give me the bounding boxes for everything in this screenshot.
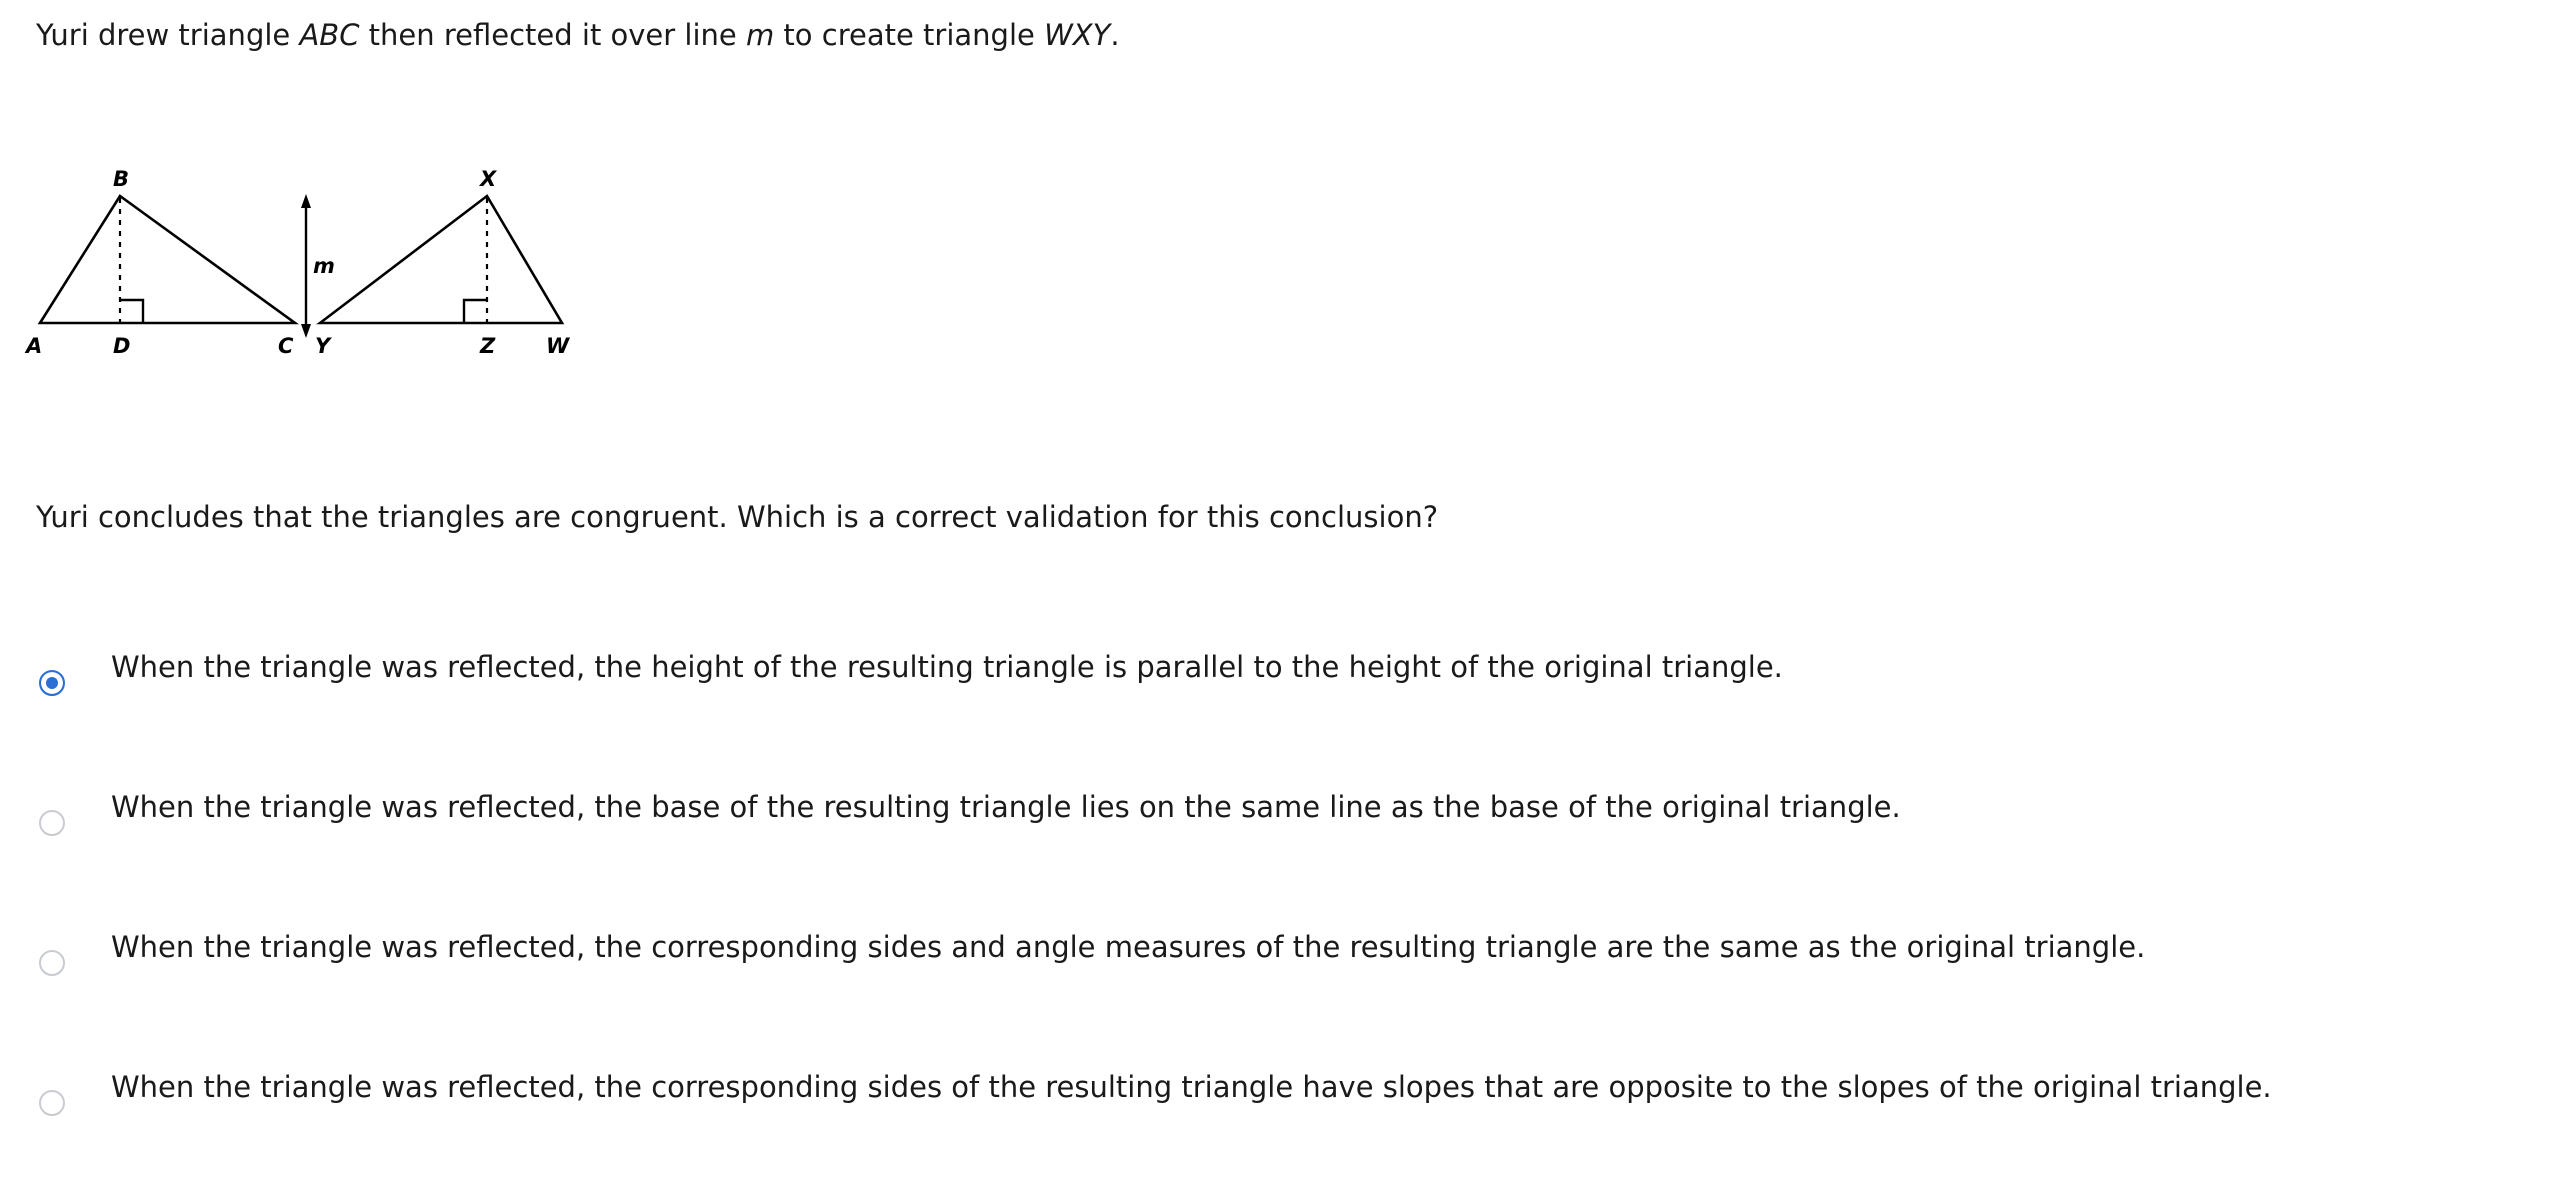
choice-label-b: When the triangle was reflected, the base of the resulting triangle lies on the same line as the base of the original triangle. <box>111 790 1901 824</box>
label-m: m <box>313 254 335 278</box>
prompt-text <box>36 16 1120 55</box>
label-Y: Y <box>315 334 331 358</box>
choice-option-a[interactable] <box>36 630 2536 770</box>
figure-svg <box>10 108 970 408</box>
label-A: A <box>26 334 43 358</box>
choice-label-a: When the triangle was reflected, the height of the resulting triangle is parallel to the height of the original triangle. <box>111 650 1783 684</box>
label-B: B <box>113 167 130 191</box>
choice-label-d: When the triangle was reflected, the corresponding sides of the resulting triangle have slopes that are opposite to the slopes of the original triangle. <box>111 1070 2272 1104</box>
prompt-part-4: . <box>1110 18 1120 52</box>
triangle-abc <box>40 196 295 323</box>
label-D: D <box>113 334 131 358</box>
prompt-label-wxy: WXY <box>1044 18 1111 52</box>
answer-choices <box>36 630 2536 1190</box>
choice-option-d[interactable] <box>36 1050 2536 1190</box>
question-text: Yuri concludes that the triangles are congruent. Which is a correct validation for this conclusion? <box>36 500 1439 534</box>
line-m <box>301 194 311 338</box>
radio-button-c[interactable] <box>39 950 65 976</box>
label-W: W <box>546 334 570 358</box>
choice-option-b[interactable] <box>36 770 2536 910</box>
prompt-label-m: m <box>745 18 775 52</box>
prompt-part-3: to create triangle <box>774 18 1045 52</box>
geometry-figure <box>10 108 970 408</box>
radio-button-b[interactable] <box>39 810 65 836</box>
prompt-part-2: then reflected it over line <box>359 18 746 52</box>
label-Z: Z <box>480 334 496 358</box>
radio-button-a[interactable] <box>39 670 65 696</box>
label-C: C <box>278 334 294 358</box>
prompt-part-1: Yuri drew triangle <box>36 18 300 52</box>
prompt-label-abc: ABC <box>299 18 360 52</box>
triangle-wxy <box>320 196 562 323</box>
label-X: X <box>480 167 497 191</box>
choice-label-c: When the triangle was reflected, the corresponding sides and angle measures of the resulting triangle are the same as the original triangle. <box>111 930 2146 964</box>
radio-button-d[interactable] <box>39 1090 65 1116</box>
choice-option-c[interactable] <box>36 910 2536 1050</box>
